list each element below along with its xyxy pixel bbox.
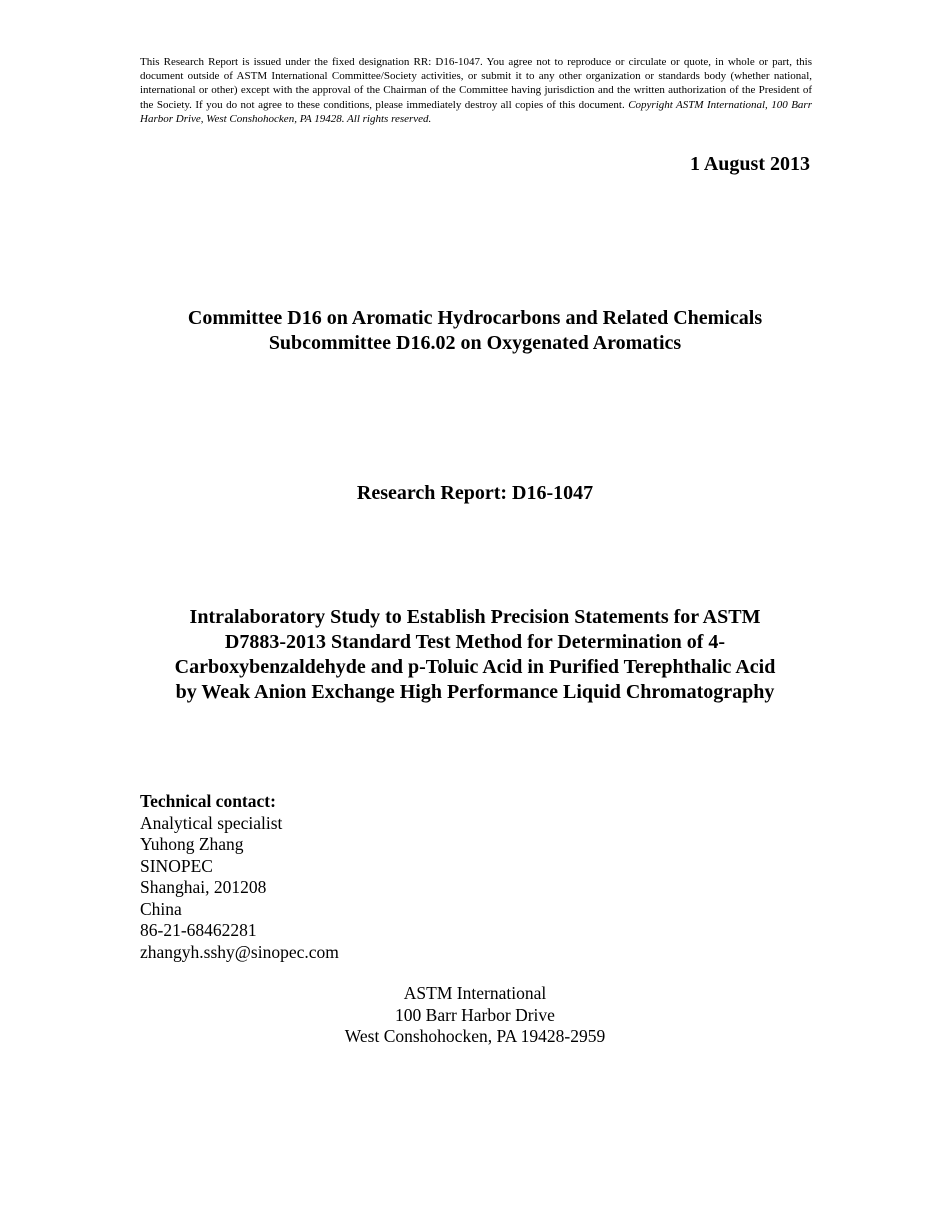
study-title-line: D7883-2013 Standard Test Method for Determination of 4-: [224, 631, 726, 653]
contact-country: China: [140, 898, 182, 919]
copyright-line: Copyright ASTM International, 100 Barr Harbor Drive, West Conshohocken, PA 19428. All rights reserved.: [140, 98, 812, 125]
address-line: 100 Barr Harbor Drive: [395, 1004, 555, 1025]
study-title-line: Carboxybenzaldehyde and p-Toluic Acid in Purified Terephthalic Acid: [174, 656, 776, 678]
study-title-line: Intralaboratory Study to Establish Precision Statements for ASTM: [189, 606, 761, 628]
technical-contact: [140, 791, 339, 963]
report-id: Research Report: D16-1047: [356, 482, 594, 504]
astm-address: [100, 983, 850, 1048]
contact-name: Yuhong Zhang: [140, 834, 244, 854]
address-line: ASTM International: [403, 983, 547, 1003]
committee-heading: [100, 306, 850, 356]
committee-name: Committee D16 on Aromatic Hydrocarbons and Related Chemicals: [187, 307, 763, 329]
subcommittee-name: Subcommittee D16.02 on Oxygenated Aromatics: [268, 332, 682, 354]
study-title-line: by Weak Anion Exchange High Performance Liquid Chromatography: [175, 681, 775, 703]
contact-email: zhangyh.sshy@sinopec.com: [140, 941, 339, 962]
contact-heading: Technical contact:: [140, 791, 276, 811]
contact-city: Shanghai, 201208: [140, 877, 267, 897]
contact-title: Analytical specialist: [140, 812, 283, 833]
notice-text: This Research Report is issued under the fixed designation RR: D16-1047. You agree not to reproduce or circulate or quote, in whole or part, this document outside of ASTM International Committee/Society activities, or submit it to any other organization or standards body (whether national, international or other) except with the approval of the Chairman of the Committee having jurisdiction and the written authorization of the President of the Society. If you do not agree to these conditions, please immediately destroy all copies of this document.: [140, 56, 812, 111]
copyright-notice: [140, 55, 812, 126]
address-line: West Conshohocken, PA 19428-2959: [344, 1026, 606, 1046]
contact-phone: 86-21-68462281: [140, 920, 257, 940]
contact-organization: SINOPEC: [140, 855, 213, 876]
study-title: [120, 605, 830, 705]
report-date: 1 August 2013: [689, 153, 810, 175]
